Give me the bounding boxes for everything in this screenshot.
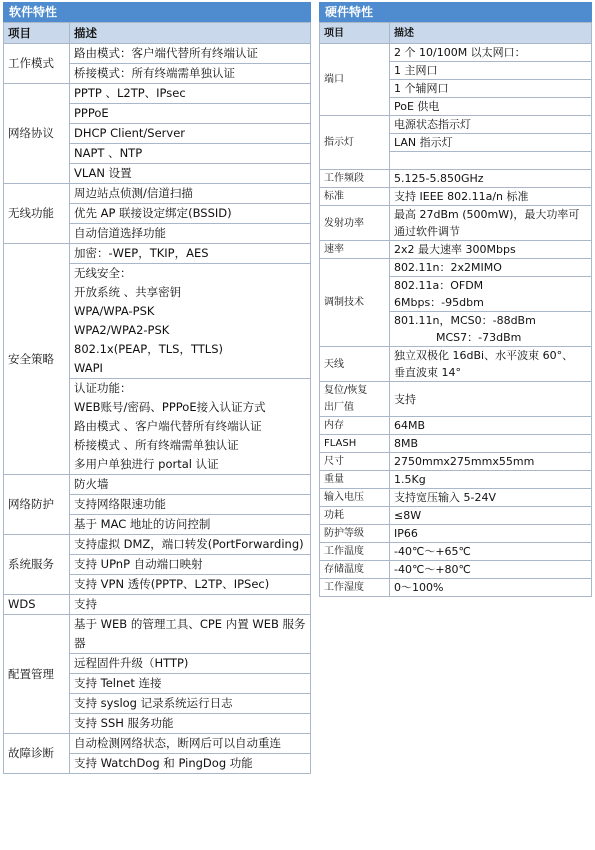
table-row [4, 734, 311, 754]
feature-category: 配置管理 [4, 615, 70, 734]
feature-category: 网络防护 [4, 475, 70, 535]
feature-description: 自动信道选择功能 [70, 224, 311, 244]
feature-category: 天线 [320, 347, 390, 382]
feature-category: 调制技术 [320, 259, 390, 347]
feature-description: 1.5Kg [390, 471, 592, 489]
table-row [320, 561, 592, 579]
table-row [4, 84, 311, 104]
table-row [320, 170, 592, 188]
feature-description: 5.125-5.850GHz [390, 170, 592, 188]
feature-category: 安全策略 [4, 244, 70, 475]
feature-category: 工作湿度 [320, 579, 390, 597]
feature-description: 支持 IEEE 802.11a/n 标准 [390, 188, 592, 206]
feature-category: 速率 [320, 241, 390, 259]
table-row [320, 435, 592, 453]
feature-description: 802.11a：OFDM 6Mbps：-95dbm [390, 277, 592, 312]
feature-category: 工作温度 [320, 543, 390, 561]
feature-description: 桥接模式：所有终端需单独认证 [70, 64, 311, 84]
feature-description: 加密：-WEP，TKIP，AES [70, 244, 311, 264]
table-row [320, 507, 592, 525]
feature-category: 复位/恢复 出厂值 [320, 382, 390, 417]
table-row [320, 471, 592, 489]
feature-description: 路由模式：客户端代替所有终端认证 [70, 44, 311, 64]
feature-description: 支持 [70, 595, 311, 615]
feature-description: 基于 MAC 地址的访问控制 [70, 515, 311, 535]
hardware-table-body [320, 44, 592, 597]
feature-description: 支持 SSH 服务功能 [70, 714, 311, 734]
feature-description: 支持宽压输入 5-24V [390, 489, 592, 507]
feature-description: VLAN 设置 [70, 164, 311, 184]
feature-description: ≤8W [390, 507, 592, 525]
feature-description: 8MB [390, 435, 592, 453]
table-row [4, 615, 311, 654]
feature-category: WDS [4, 595, 70, 615]
feature-description: 优先 AP 联接设定绑定(BSSID) [70, 204, 311, 224]
feature-description: 防火墙 [70, 475, 311, 495]
hardware-features-table [319, 22, 592, 597]
table-row [320, 188, 592, 206]
table-row [4, 535, 311, 555]
feature-description: 独立双极化 16dBi、水平波束 60°、 垂直波束 14° [390, 347, 592, 382]
table-row [4, 184, 311, 204]
feature-category: 无线功能 [4, 184, 70, 244]
table-row [320, 543, 592, 561]
feature-category: 防护等级 [320, 525, 390, 543]
feature-category: 工作模式 [4, 44, 70, 84]
feature-description: LAN 指示灯 [390, 134, 592, 152]
software-table-body [4, 44, 311, 774]
feature-description: NAPT 、NTP [70, 144, 311, 164]
feature-category: 系统服务 [4, 535, 70, 595]
feature-description: PoE 供电 [390, 98, 592, 116]
feature-description: 支持 VPN 透传(PPTP、L2TP、IPSec) [70, 575, 311, 595]
table-row [320, 116, 592, 134]
feature-description: 无线安全： 开放系统 、共享密钥 WPA/WPA-PSK WPA2/WPA2-PSK 802.1x(PEAP，TLS，TTLS) WAPI [70, 264, 311, 379]
feature-description [390, 152, 592, 170]
feature-category: 端口 [320, 44, 390, 116]
column-header-item: 项目 [320, 23, 390, 44]
hardware-features-title: 硬件特性 [319, 2, 592, 22]
feature-description: 远程固件升级（HTTP) [70, 654, 311, 674]
feature-description: 周边站点侦测/信道扫描 [70, 184, 311, 204]
feature-description: 0～100% [390, 579, 592, 597]
feature-description: 支持网络限速功能 [70, 495, 311, 515]
feature-description: 支持 Telnet 连接 [70, 674, 311, 694]
feature-description: 电源状态指示灯 [390, 116, 592, 134]
feature-description: 支持 UPnP 自动端口映射 [70, 555, 311, 575]
table-row [320, 206, 592, 241]
feature-category: 指示灯 [320, 116, 390, 170]
feature-category: 存储温度 [320, 561, 390, 579]
table-row [320, 347, 592, 382]
table-header-row [320, 23, 592, 44]
column-header-desc: 描述 [390, 23, 592, 44]
table-row [320, 525, 592, 543]
table-row [320, 417, 592, 435]
table-row [4, 595, 311, 615]
table-row [4, 475, 311, 495]
feature-category: 网络协议 [4, 84, 70, 184]
software-features-panel [3, 2, 311, 774]
feature-category: 故障诊断 [4, 734, 70, 774]
table-row [320, 453, 592, 471]
feature-description: 1 主网口 [390, 62, 592, 80]
feature-description: 802.11n：2x2MIMO [390, 259, 592, 277]
feature-description: 1 个辅网口 [390, 80, 592, 98]
feature-description: 认证功能： WEB账号/密码、PPPoE接入认证方式 路由模式 、客户端代替所有终端认证 桥接模式 、所有终端需单独认证 多用户单独进行 portal 认证 [70, 379, 311, 475]
feature-description: 支持 WatchDog 和 PingDog 功能 [70, 754, 311, 774]
feature-description: PPTP 、L2TP、IPsec [70, 84, 311, 104]
feature-category: 输入电压 [320, 489, 390, 507]
feature-description: -40℃～+65℃ [390, 543, 592, 561]
feature-description: 2 个 10/100M 以太网口： [390, 44, 592, 62]
feature-description: PPPoE [70, 104, 311, 124]
table-row [320, 259, 592, 277]
feature-description: 支持虚拟 DMZ，端口转发(PortForwarding) [70, 535, 311, 555]
table-row [320, 382, 592, 417]
feature-description: 2x2 最大速率 300Mbps [390, 241, 592, 259]
software-features-table [3, 22, 311, 774]
table-row [320, 489, 592, 507]
feature-description: 最高 27dBm (500mW)，最大功率可 通过软件调节 [390, 206, 592, 241]
feature-description: 支持 [390, 382, 592, 417]
table-row [320, 579, 592, 597]
feature-description: 801.11n，MCS0：-88dBm MCS7：-73dBm [390, 312, 592, 347]
hardware-features-panel [319, 2, 592, 597]
column-header-item: 项目 [4, 23, 70, 44]
table-row [4, 244, 311, 264]
feature-description: IP66 [390, 525, 592, 543]
feature-category: 发射功率 [320, 206, 390, 241]
feature-description: 自动检测网络状态，断网后可以自动重连 [70, 734, 311, 754]
feature-category: 功耗 [320, 507, 390, 525]
feature-category: 重量 [320, 471, 390, 489]
column-header-desc: 描述 [70, 23, 311, 44]
feature-category: FLASH [320, 435, 390, 453]
feature-description: -40℃～+80℃ [390, 561, 592, 579]
feature-category: 工作频段 [320, 170, 390, 188]
feature-category: 标准 [320, 188, 390, 206]
table-row [320, 44, 592, 62]
feature-description: DHCP Client/Server [70, 124, 311, 144]
feature-description: 2750mmx275mmx55mm [390, 453, 592, 471]
feature-category: 尺寸 [320, 453, 390, 471]
table-row [4, 44, 311, 64]
feature-description: 支持 syslog 记录系统运行日志 [70, 694, 311, 714]
feature-description: 基于 WEB 的管理工具、CPE 内置 WEB 服务器 [70, 615, 311, 654]
feature-description: 64MB [390, 417, 592, 435]
software-features-title: 软件特性 [3, 2, 311, 22]
table-header-row [4, 23, 311, 44]
table-row [320, 241, 592, 259]
feature-category: 内存 [320, 417, 390, 435]
